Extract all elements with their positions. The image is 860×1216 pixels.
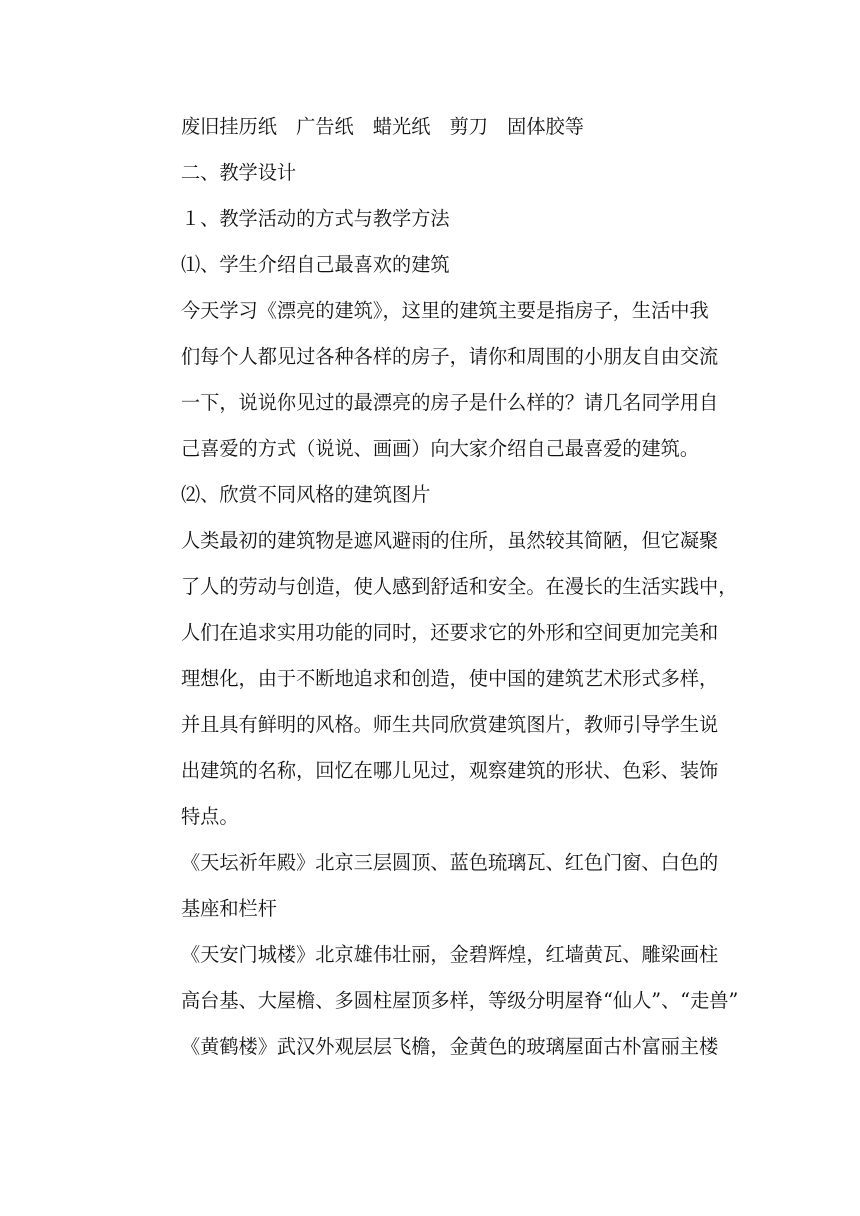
paragraph-line: 并且具有鲜明的风格。师生共同欣赏建筑图片，教师引导学生说 — [181, 713, 719, 736]
subsection-heading-methods: １、教学活动的方式与教学方法 — [181, 207, 450, 230]
paragraph-line: 们每个人都见过各种各样的房子，请你和周围的小朋友自由交流 — [181, 345, 719, 368]
paragraph-line: 高台基、大屋檐、多圆柱屋顶多样，等级分明屋脊“仙人”、“走兽” — [181, 989, 739, 1012]
paragraph-line: 特点。 — [181, 805, 239, 828]
paragraph-line: 出建筑的名称，回忆在哪儿见过，观察建筑的形状、色彩、装饰 — [181, 759, 719, 782]
paragraph-line: 理想化，由于不断地追求和创造，使中国的建筑艺术形式多样， — [181, 667, 719, 690]
document-body — [181, 104, 745, 1070]
paragraph-line: 人们在追求实用功能的同时，还要求它的外形和空间更加完美和 — [181, 621, 719, 644]
paragraph-line: 了人的劳动与创造，使人感到舒适和安全。在漫长的生活实践中， — [181, 575, 738, 598]
paragraph-line: 人类最初的建筑物是遮风避雨的住所，虽然较其简陋，但它凝聚 — [181, 529, 719, 552]
paragraph-line: 今天学习《漂亮的建筑》，这里的建筑主要是指房子，生活中我 — [181, 299, 709, 322]
paragraph-line: 一下，说说你见过的最漂亮的房子是什么样的？请几名同学用自 — [181, 391, 719, 414]
paragraph-line: 基座和栏杆 — [181, 897, 277, 920]
item-heading-1: ⑴、学生介绍自己最喜欢的建筑 — [181, 253, 450, 276]
materials-list: 废旧挂历纸 广告纸 蜡光纸 剪刀 固体胶等 — [181, 115, 584, 138]
section-heading-teaching-design: 二、教学设计 — [181, 161, 297, 184]
item-heading-2: ⑵、欣赏不同风格的建筑图片 — [181, 483, 431, 506]
paragraph-line: 《天安门城楼》北京雄伟壮丽，金碧辉煌，红墙黄瓦、雕梁画柱 — [181, 943, 719, 966]
paragraph-line: 《黄鹤楼》武汉外观层层飞檐，金黄色的玻璃屋面古朴富丽主楼 — [181, 1035, 719, 1058]
paragraph-line: 己喜爱的方式（说说、画画）向大家介绍自己最喜爱的建筑。 — [181, 437, 700, 460]
paragraph-line: 《天坛祈年殿》北京三层圆顶、蓝色琉璃瓦、红色门窗、白色的 — [181, 851, 719, 874]
